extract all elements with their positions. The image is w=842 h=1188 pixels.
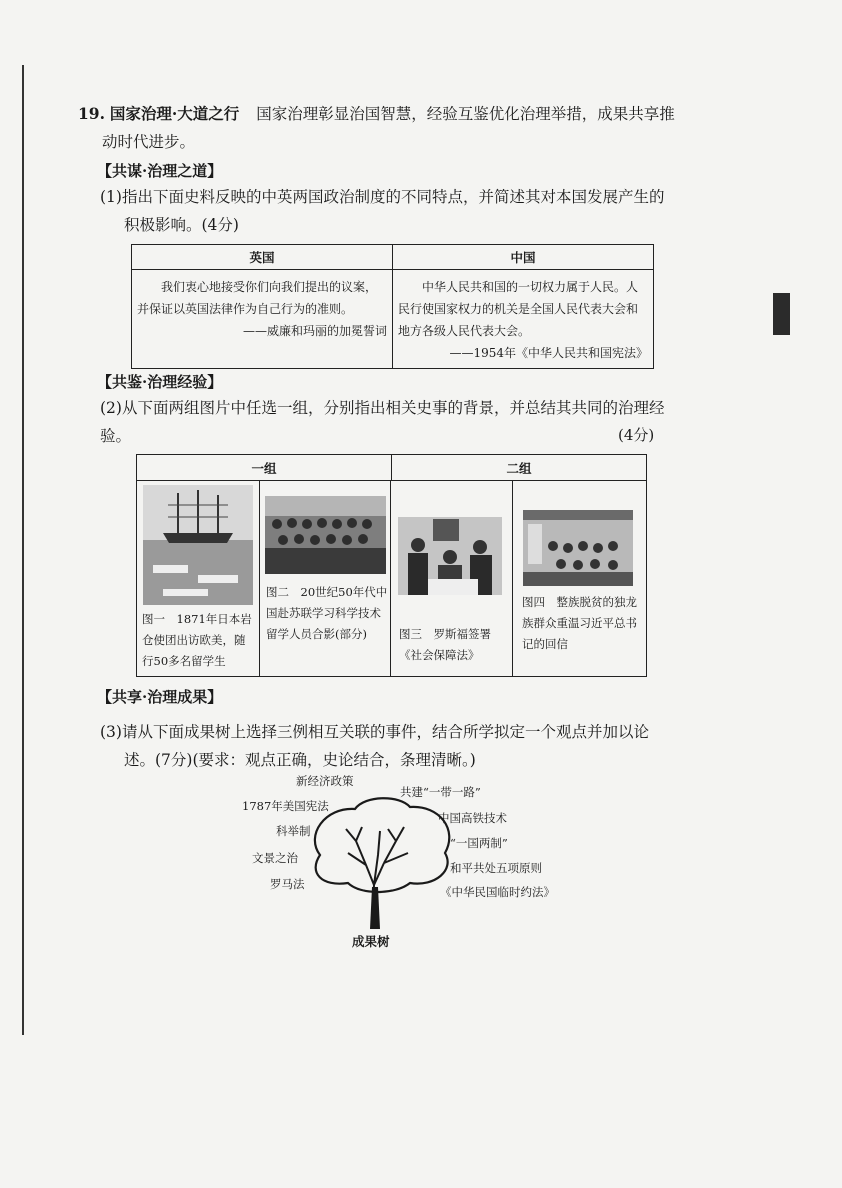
question-title: 国家治理·大道之行 bbox=[109, 104, 240, 123]
figure3-caption: 图三 罗斯福签署《社会保障法》 bbox=[399, 627, 491, 662]
page-side-tab bbox=[773, 293, 790, 335]
figure1-photo bbox=[143, 485, 253, 605]
section2-score: (4分) bbox=[618, 426, 655, 444]
tree-item-one-country-two-systems: “一国两制” bbox=[450, 836, 508, 850]
section3-heading: 【共享·治理成果】 bbox=[97, 688, 223, 706]
tree-item-us-constitution: 1787年美国宪法 bbox=[242, 799, 329, 813]
figure4-cell bbox=[513, 480, 646, 676]
china-source-cell bbox=[393, 270, 654, 369]
question-intro-2: 动时代进步。 bbox=[102, 133, 196, 151]
group1-header: 一组 bbox=[137, 455, 392, 480]
britain-source: ——威廉和玛丽的加冕誓词 bbox=[242, 324, 387, 338]
britain-quote: 我们衷心地接受你们向我们提出的议案，并保证以英国法律作为自己行为的准则。 bbox=[137, 280, 378, 316]
table-header-china: 中国 bbox=[393, 245, 654, 270]
table-header-britain: 英国 bbox=[132, 245, 393, 270]
question-header bbox=[78, 100, 678, 156]
tree-item-belt-and-road: 共建“一带一路” bbox=[400, 785, 481, 799]
figure2-cell bbox=[260, 480, 391, 676]
figure2-photo bbox=[265, 496, 386, 574]
figure1-caption: 图一 1871年日本岩仓使团出访欧美，随行50多名留学生 bbox=[142, 612, 252, 668]
page-margin-line bbox=[22, 65, 24, 1035]
figure2-caption: 图二 20世纪50年代中国赴苏联学习科学技术留学人员合影(部分) bbox=[266, 585, 388, 641]
tree-item-five-principles: 和平共处五项原则 bbox=[450, 861, 542, 875]
china-quote: 中华人民共和国的一切权力属于人民。人民行使国家权力的机关是全国人民代表大会和地方各级人民代表大会。 bbox=[398, 280, 639, 338]
figure1-cell bbox=[137, 480, 260, 676]
tree-item-roman-law: 罗马法 bbox=[270, 877, 305, 891]
section1-prompt-line2: 积极影响。(4分) bbox=[124, 216, 239, 234]
figure3-cell bbox=[391, 480, 513, 676]
section1-prompt bbox=[100, 183, 670, 239]
tree-item-provisional-constitution: 《中华民国临时约法》 bbox=[440, 885, 555, 899]
section1-heading: 【共谋·治理之道】 bbox=[97, 162, 223, 180]
section2-heading: 【共鉴·治理经验】 bbox=[97, 373, 223, 391]
picture-table bbox=[136, 454, 647, 677]
question-number: 19. bbox=[78, 104, 105, 123]
tree-item-wenjing-rule: 文景之治 bbox=[252, 851, 298, 865]
achievement-tree-drawing bbox=[300, 795, 460, 930]
china-source: ——1954年《中华人民共和国宪法》 bbox=[449, 346, 648, 360]
section2-prompt: (2)从下面两组图片中任选一组，分别指出相关史事的背景，并总结其共同的治理经验。 bbox=[100, 399, 665, 445]
section3-prompt-line2: 述。(7分)(要求：观点正确，史论结合，条理清晰。) bbox=[124, 751, 476, 769]
britain-source-cell bbox=[132, 270, 393, 369]
section1-prompt-line1: (1)指出下面史料反映的中英两国政治制度的不同特点，并简述其对本国发展产生的 bbox=[100, 188, 665, 206]
section3-prompt-line1: (3)请从下面成果树上选择三例相互关联的事件，结合所学拟定一个观点并加以论 bbox=[100, 723, 649, 741]
figure3-photo bbox=[398, 517, 502, 595]
figure4-photo bbox=[523, 510, 633, 586]
figure4-caption: 图四 整族脱贫的独龙族群众重温习近平总书记的回信 bbox=[522, 595, 637, 651]
section3-prompt bbox=[100, 718, 670, 774]
tree-item-imperial-exam: 科举制 bbox=[276, 824, 311, 838]
tree-item-new-economic-policy: 新经济政策 bbox=[296, 774, 354, 788]
tree-caption: 成果树 bbox=[352, 934, 390, 949]
group2-header: 二组 bbox=[506, 460, 532, 476]
tree-item-high-speed-rail: 中国高铁技术 bbox=[438, 811, 507, 825]
source-table bbox=[131, 244, 654, 369]
question-intro-1: 国家治理彰显治国智慧，经验互鉴优化治理举措，成果共享推 bbox=[256, 105, 675, 123]
